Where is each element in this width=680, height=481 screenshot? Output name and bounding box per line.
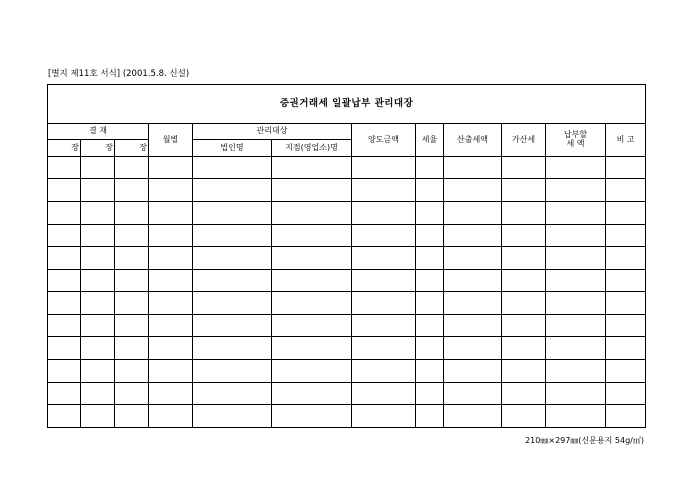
- table-cell[interactable]: [272, 292, 352, 315]
- table-cell[interactable]: [546, 360, 606, 383]
- table-row: [48, 269, 646, 292]
- table-cell[interactable]: [193, 405, 272, 428]
- table-cell[interactable]: [606, 179, 646, 202]
- table-cell[interactable]: [606, 269, 646, 292]
- table-cell[interactable]: [416, 405, 444, 428]
- table-cell[interactable]: [502, 405, 546, 428]
- table-cell[interactable]: [606, 224, 646, 247]
- table-cell[interactable]: [115, 224, 149, 247]
- table-cell[interactable]: [606, 292, 646, 315]
- table-cell[interactable]: [193, 292, 272, 315]
- table-cell[interactable]: [48, 224, 81, 247]
- table-cell[interactable]: [444, 337, 502, 360]
- table-cell[interactable]: [444, 202, 502, 225]
- table-cell[interactable]: [352, 202, 416, 225]
- table-cell[interactable]: [272, 179, 352, 202]
- calc-tax-header: 산출세액: [444, 124, 502, 157]
- payable-tax-line2: 세 액: [566, 138, 585, 148]
- table-cell[interactable]: [48, 156, 81, 179]
- table-cell[interactable]: [352, 269, 416, 292]
- table-cell[interactable]: [352, 314, 416, 337]
- table-cell[interactable]: [115, 382, 149, 405]
- table-cell[interactable]: [352, 382, 416, 405]
- table-row: [48, 314, 646, 337]
- table-cell[interactable]: [444, 179, 502, 202]
- table-cell[interactable]: [81, 179, 115, 202]
- table-cell[interactable]: [444, 314, 502, 337]
- table-cell[interactable]: [193, 337, 272, 360]
- table-cell[interactable]: [81, 314, 115, 337]
- remarks-header: 비 고: [606, 124, 646, 157]
- table-cell[interactable]: [115, 179, 149, 202]
- table-cell[interactable]: [546, 292, 606, 315]
- table-cell[interactable]: [546, 247, 606, 270]
- table-row: [48, 156, 646, 179]
- table-row: [48, 337, 646, 360]
- table-cell[interactable]: [149, 156, 193, 179]
- table-cell[interactable]: [115, 405, 149, 428]
- table-row: [48, 247, 646, 270]
- table-row: [48, 382, 646, 405]
- table-cell[interactable]: [48, 382, 81, 405]
- table-cell[interactable]: [115, 337, 149, 360]
- table-cell[interactable]: [193, 224, 272, 247]
- table-cell[interactable]: [546, 382, 606, 405]
- table-cell[interactable]: [193, 202, 272, 225]
- table-cell[interactable]: [193, 269, 272, 292]
- table-cell[interactable]: [149, 179, 193, 202]
- approval-sub-2: 장: [81, 140, 115, 156]
- table-cell[interactable]: [444, 269, 502, 292]
- table-cell[interactable]: [546, 156, 606, 179]
- table-cell[interactable]: [115, 247, 149, 270]
- table-cell[interactable]: [81, 202, 115, 225]
- table-cell[interactable]: [272, 360, 352, 383]
- page-title: 증권거래세 일괄납부 관리대장: [48, 85, 646, 124]
- table-cell[interactable]: [81, 382, 115, 405]
- table-cell[interactable]: [149, 224, 193, 247]
- table-cell[interactable]: [502, 337, 546, 360]
- table-cell[interactable]: [48, 314, 81, 337]
- table-row: [48, 179, 646, 202]
- table-cell[interactable]: [546, 179, 606, 202]
- table-cell[interactable]: [48, 360, 81, 383]
- table-cell[interactable]: [48, 405, 81, 428]
- table-cell[interactable]: [272, 202, 352, 225]
- table-cell[interactable]: [502, 247, 546, 270]
- table-cell[interactable]: [502, 382, 546, 405]
- table-cell[interactable]: [546, 337, 606, 360]
- table-cell[interactable]: [606, 314, 646, 337]
- table-cell[interactable]: [352, 156, 416, 179]
- table-cell[interactable]: [149, 202, 193, 225]
- table-cell[interactable]: [149, 247, 193, 270]
- table-cell[interactable]: [416, 314, 444, 337]
- table-cell[interactable]: [444, 292, 502, 315]
- table-cell[interactable]: [502, 269, 546, 292]
- table-cell[interactable]: [502, 314, 546, 337]
- table-cell[interactable]: [416, 247, 444, 270]
- table-cell[interactable]: [149, 314, 193, 337]
- table-cell[interactable]: [193, 156, 272, 179]
- table-cell[interactable]: [416, 337, 444, 360]
- table-cell[interactable]: [444, 405, 502, 428]
- table-cell[interactable]: [416, 269, 444, 292]
- table-cell[interactable]: [502, 179, 546, 202]
- table-cell[interactable]: [546, 314, 606, 337]
- table-cell[interactable]: [606, 156, 646, 179]
- table-cell[interactable]: [193, 179, 272, 202]
- payable-tax-line1: 납부할: [563, 130, 588, 140]
- table-row: [48, 360, 646, 383]
- table-cell[interactable]: [444, 382, 502, 405]
- tax-rate-header: 세율: [416, 124, 444, 157]
- table-cell[interactable]: [546, 202, 606, 225]
- table-cell[interactable]: [416, 224, 444, 247]
- table-cell[interactable]: [606, 202, 646, 225]
- table-row: [48, 405, 646, 428]
- table-cell[interactable]: [81, 360, 115, 383]
- table-cell[interactable]: [115, 202, 149, 225]
- table-cell[interactable]: [272, 156, 352, 179]
- table-cell[interactable]: [272, 224, 352, 247]
- approval-sub-1: 장: [48, 140, 81, 156]
- table-cell[interactable]: [149, 360, 193, 383]
- approval-sub-3: 장: [115, 140, 149, 156]
- table-cell[interactable]: [444, 156, 502, 179]
- table-cell[interactable]: [115, 360, 149, 383]
- table-cell[interactable]: [444, 247, 502, 270]
- table-cell[interactable]: [272, 314, 352, 337]
- table-cell[interactable]: [115, 292, 149, 315]
- table-cell[interactable]: [272, 382, 352, 405]
- table-cell[interactable]: [149, 382, 193, 405]
- transfer-amount-header: 양도금액: [352, 124, 416, 157]
- table-cell[interactable]: [606, 360, 646, 383]
- table-cell[interactable]: [81, 405, 115, 428]
- branch-header: 지점(영업소)명: [272, 140, 352, 156]
- table-cell[interactable]: [352, 360, 416, 383]
- table-cell[interactable]: [416, 156, 444, 179]
- table-cell[interactable]: [48, 247, 81, 270]
- table-cell[interactable]: [81, 269, 115, 292]
- table-cell[interactable]: [502, 292, 546, 315]
- table-cell[interactable]: [115, 269, 149, 292]
- table-cell[interactable]: [81, 247, 115, 270]
- month-header: 월별: [149, 124, 193, 157]
- table-cell[interactable]: [149, 405, 193, 428]
- table-cell[interactable]: [193, 247, 272, 270]
- table-cell[interactable]: [502, 156, 546, 179]
- table-cell[interactable]: [546, 224, 606, 247]
- corp-name-header: 법인명: [193, 140, 272, 156]
- table-cell[interactable]: [272, 247, 352, 270]
- table-cell[interactable]: [606, 247, 646, 270]
- table-cell[interactable]: [416, 382, 444, 405]
- table-cell[interactable]: [546, 405, 606, 428]
- table-cell[interactable]: [416, 360, 444, 383]
- table-cell[interactable]: [546, 269, 606, 292]
- table-cell[interactable]: [48, 179, 81, 202]
- table-cell[interactable]: [352, 247, 416, 270]
- table-cell[interactable]: [193, 360, 272, 383]
- table-cell[interactable]: [48, 292, 81, 315]
- table-cell[interactable]: [115, 156, 149, 179]
- table-cell[interactable]: [272, 405, 352, 428]
- table-row: [48, 202, 646, 225]
- table-cell[interactable]: [149, 269, 193, 292]
- table-cell[interactable]: [81, 292, 115, 315]
- table-row: [48, 292, 646, 315]
- approval-header: 결 재: [48, 124, 149, 140]
- table-cell[interactable]: [352, 405, 416, 428]
- table-cell[interactable]: [81, 156, 115, 179]
- table-cell[interactable]: [416, 179, 444, 202]
- table-cell[interactable]: [193, 314, 272, 337]
- table-cell[interactable]: [502, 202, 546, 225]
- table-cell[interactable]: [352, 224, 416, 247]
- table-cell[interactable]: [606, 382, 646, 405]
- table-cell[interactable]: [352, 179, 416, 202]
- paper-spec-footer: 210㎜×297㎜(신문용지 54g/㎡): [525, 436, 644, 445]
- table-cell[interactable]: [416, 202, 444, 225]
- table-cell[interactable]: [149, 292, 193, 315]
- ledger-table: [47, 84, 646, 428]
- table-cell[interactable]: [352, 292, 416, 315]
- table-cell[interactable]: [272, 269, 352, 292]
- table-cell[interactable]: [48, 269, 81, 292]
- table-cell[interactable]: [48, 337, 81, 360]
- table-cell[interactable]: [352, 337, 416, 360]
- table-cell[interactable]: [81, 337, 115, 360]
- table-cell[interactable]: [606, 337, 646, 360]
- table-cell[interactable]: [444, 360, 502, 383]
- table-cell[interactable]: [416, 292, 444, 315]
- table-cell[interactable]: [193, 382, 272, 405]
- table-cell[interactable]: [115, 314, 149, 337]
- table-cell[interactable]: [272, 337, 352, 360]
- table-cell[interactable]: [502, 360, 546, 383]
- table-cell[interactable]: [606, 405, 646, 428]
- table-cell[interactable]: [502, 224, 546, 247]
- target-header: 관리대상: [193, 124, 352, 140]
- payable-tax-header: [546, 124, 606, 157]
- table-cell[interactable]: [48, 202, 81, 225]
- form-label: [별지 제11호 서식] (2001.5.8. 신설): [48, 69, 190, 79]
- table-row: [48, 224, 646, 247]
- surcharge-header: 가산세: [502, 124, 546, 157]
- table-cell[interactable]: [81, 224, 115, 247]
- table-cell[interactable]: [444, 224, 502, 247]
- table-cell[interactable]: [149, 337, 193, 360]
